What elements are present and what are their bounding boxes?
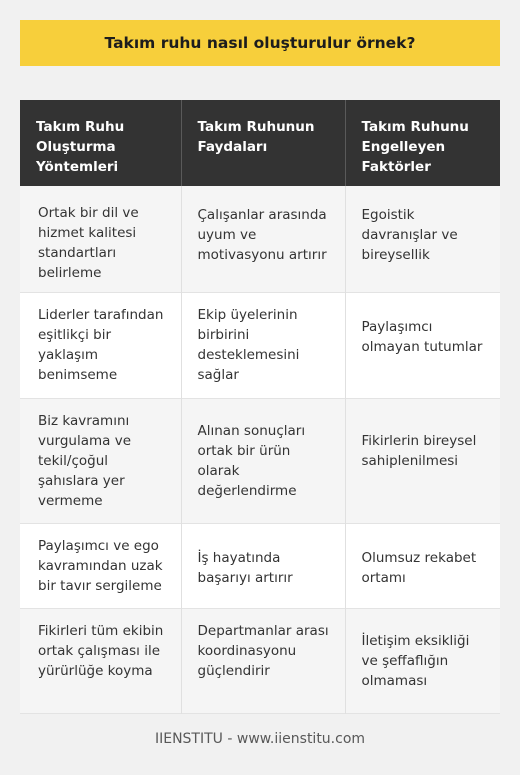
table-cell: Egoistik davranışlar ve bireysellik <box>345 186 500 292</box>
page-title: Takım ruhu nasıl oluşturulur örnek? <box>104 34 416 52</box>
table-cell: Departmanlar arası koordinasyonu güçlendirir <box>181 608 345 713</box>
table-row <box>20 608 500 713</box>
table-header-row <box>20 100 500 186</box>
table-row <box>20 523 500 608</box>
table-cell: Biz kavramını vurgulama ve tekil/çoğul şahıslara yer vermeme <box>20 398 181 523</box>
footer-credit: IIENSTITU - www.iienstitu.com <box>154 731 366 747</box>
table-cell: Çalışanlar arasında uyum ve motivasyonu artırır <box>181 186 345 292</box>
table-row <box>20 292 500 398</box>
table-cell: Liderler tarafından eşitlikçi bir yaklaşım benimseme <box>20 292 181 398</box>
table-cell: İletişim eksikliği ve şeffaflığın olmaması <box>345 608 500 713</box>
table-cell: Paylaşımcı ve ego kavramından uzak bir tavır sergileme <box>20 523 181 608</box>
column-header-benefits: Takım Ruhunun Faydaları <box>181 100 345 186</box>
table-cell: Alınan sonuçları ortak bir ürün olarak değerlendirme <box>181 398 345 523</box>
column-header-methods: Takım Ruhu Oluşturma Yöntemleri <box>20 100 181 186</box>
table-cell: Ortak bir dil ve hizmet kalitesi standartları belirleme <box>20 186 181 292</box>
table-row <box>20 398 500 523</box>
table-row <box>20 186 500 292</box>
table-cell: Fikirlerin bireysel sahiplenilmesi <box>345 398 500 523</box>
table-cell: Olumsuz rekabet ortamı <box>345 523 500 608</box>
table-cell: Paylaşımcı olmayan tutumlar <box>345 292 500 398</box>
info-table <box>20 100 500 714</box>
title-banner <box>20 20 500 66</box>
table-cell: İş hayatında başarıyı artırır <box>181 523 345 608</box>
table-cell: Fikirleri tüm ekibin ortak çalışması ile yürürlüğe koyma <box>20 608 181 713</box>
column-header-obstacles: Takım Ruhunu Engelleyen Faktörler <box>345 100 500 186</box>
table-cell: Ekip üyelerinin birbirini desteklemesini sağlar <box>181 292 345 398</box>
